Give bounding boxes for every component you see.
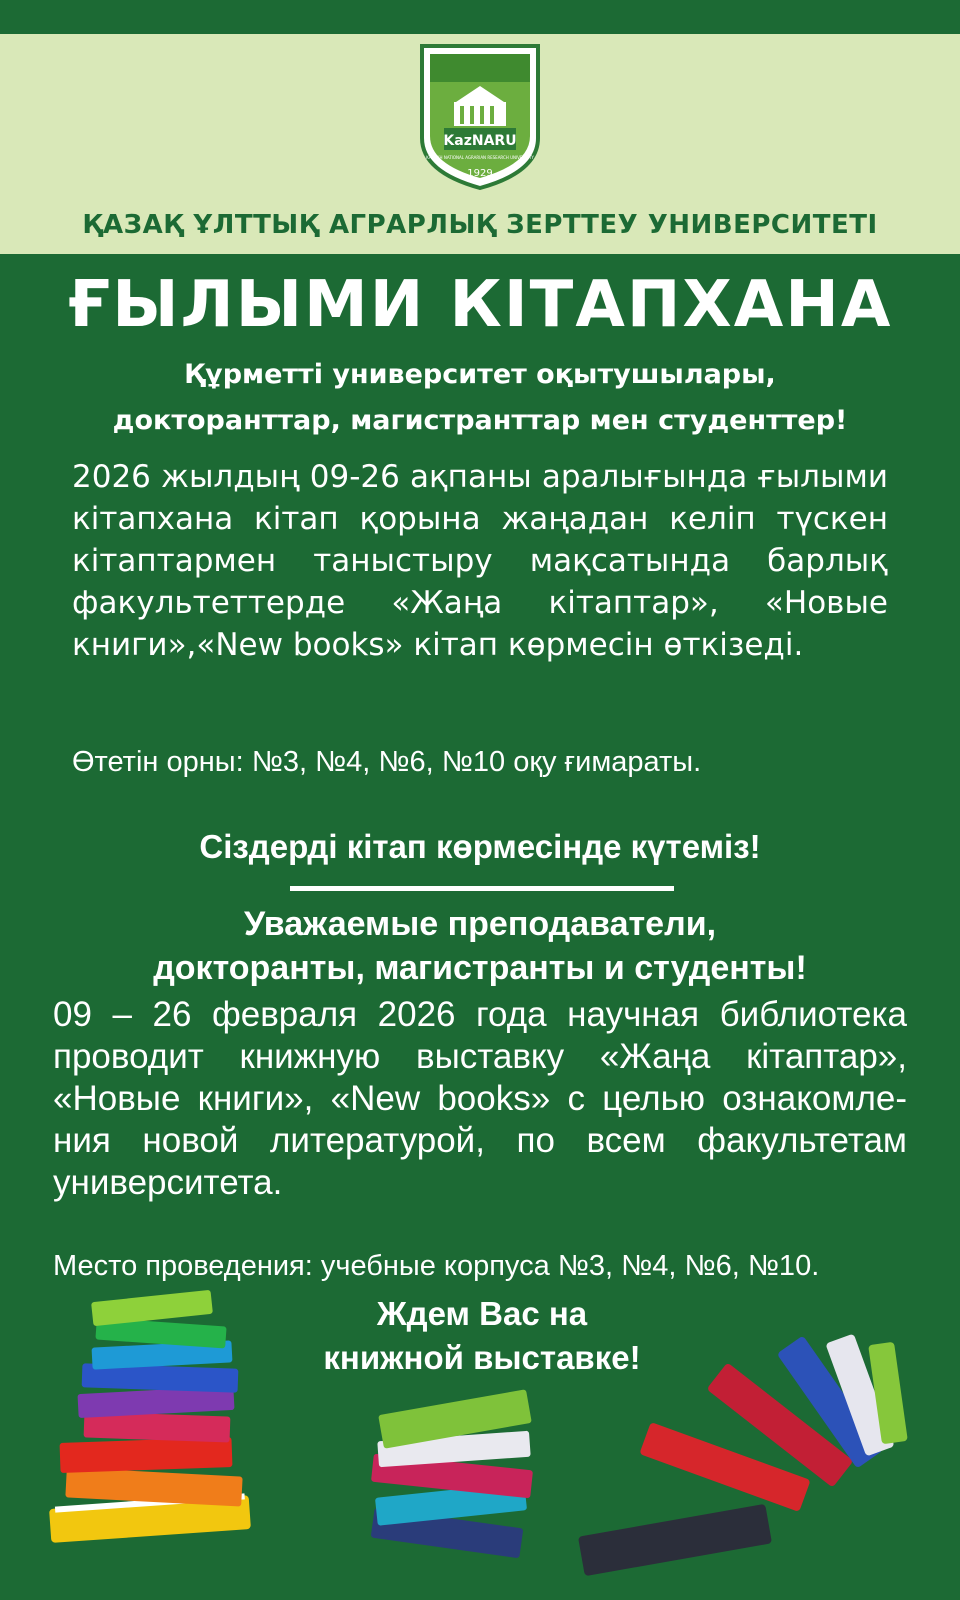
- russian-greeting-line: докторанты, магистранты и студенты!: [153, 949, 807, 987]
- book-pile-icon: [371, 1389, 533, 1558]
- kazakh-announcement: 2026 жылдың 09-26 ақпаны аралығында ғылыми кітапхана кітап қорына жаңадан келіп түскен кітаптармен таныстыру мақсатында барлық факультеттерде «Жаңа кітаптар», «Новые книги»,«New books» кітап көрмесін өткізеді.: [72, 459, 888, 663]
- kazakh-greeting: [0, 352, 960, 444]
- russian-closing-line: Ждем Вас на: [376, 1295, 588, 1332]
- books-fan-icon: [578, 1333, 908, 1576]
- logo-text: KazNARU: [443, 133, 517, 149]
- russian-announcement: 09 – 26 февраля 2026 года научная библиотека проводит книжную выставку «Жаңа кітаптар», «Новые книги», «New books» с целью ознакомле-ния новой литературой, по всем факультетам университета.: [53, 995, 907, 1202]
- russian-greeting-line: Уважаемые преподаватели,: [243, 905, 717, 943]
- university-name: ҚАЗАҚ ҰЛТТЫҚ АГРАРЛЫҚ ЗЕРТТЕУ УНИВЕРСИТЕТІ: [82, 210, 878, 240]
- logo-subtext: KAZAKH NATIONAL AGRARIAN RESEARCH UNIVERSITY: [426, 155, 534, 160]
- kazakh-closing: Сіздерді кітап көрмесінде күтеміз!: [199, 828, 761, 865]
- russian-greeting: [0, 902, 960, 990]
- logo-year: 1929: [467, 168, 493, 179]
- books-illustration: [0, 1290, 960, 1600]
- section-divider: [290, 886, 674, 891]
- kazakh-venue: Өтетін орны: №3, №4, №6, №10 оқу ғимараты.: [72, 746, 702, 778]
- kazakh-greeting-line: докторанттар, магистранттар мен студенттер!: [112, 405, 848, 436]
- book-stack-icon: [49, 1290, 251, 1543]
- header-band: [0, 34, 960, 254]
- russian-closing-line: книжной выставке!: [323, 1339, 641, 1376]
- university-logo: [418, 42, 542, 190]
- kazakh-greeting-line: Құрметті университет оқытушылары,: [184, 359, 776, 390]
- russian-venue: Место проведения: учебные корпуса №3, №4, №6, №10.: [53, 1250, 820, 1282]
- page-title: ҒЫЛЫМИ КІТАПХАНА: [67, 268, 893, 342]
